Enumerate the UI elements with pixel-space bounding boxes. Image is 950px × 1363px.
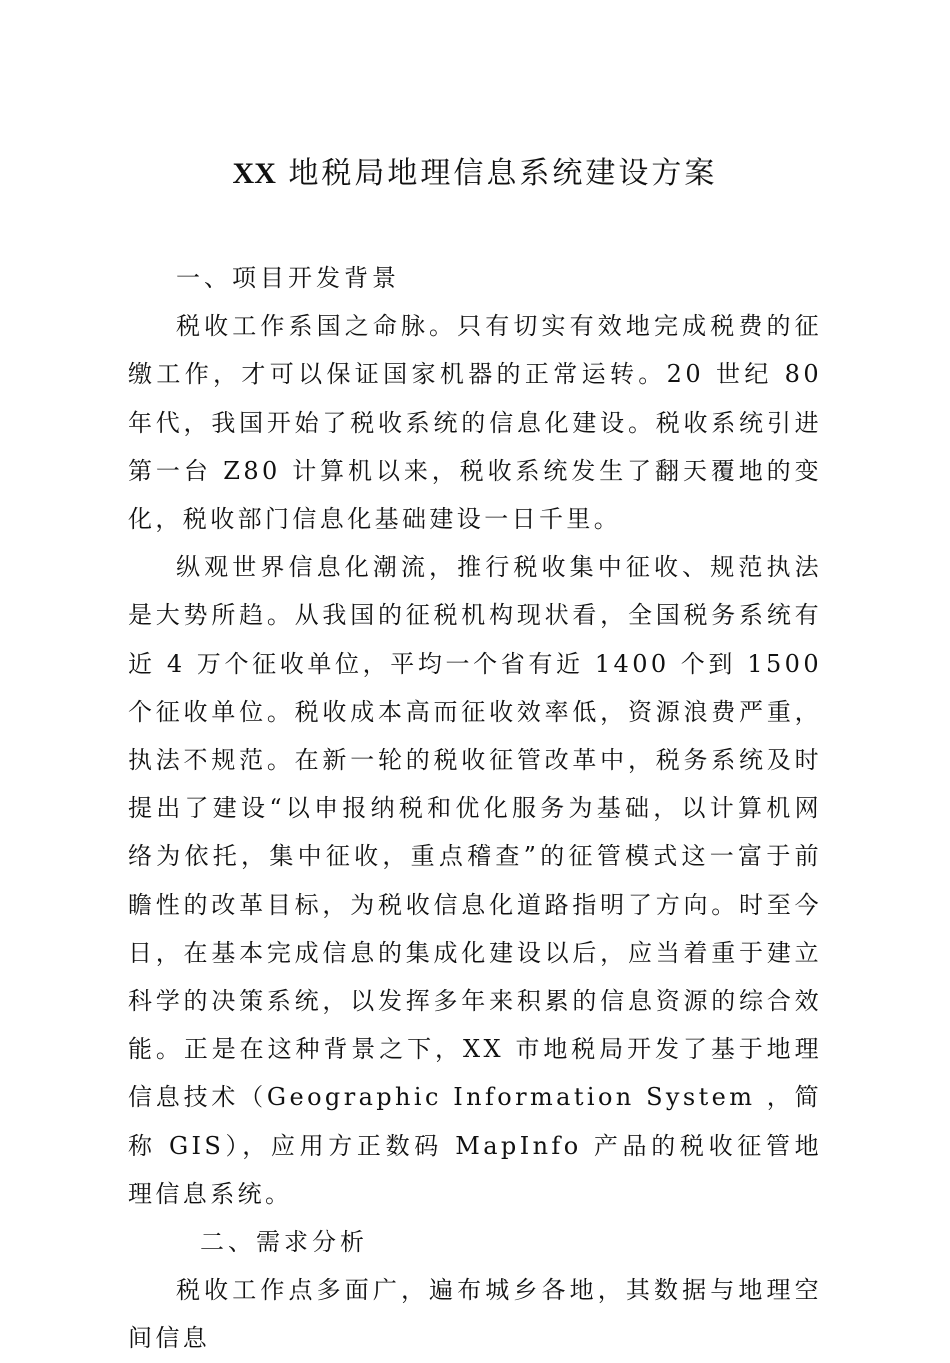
title-prefix: XX [232, 157, 276, 190]
title-text: 地税局地理信息系统建设方案 [288, 156, 718, 191]
section-heading-requirements: 二、需求分析 [200, 1228, 368, 1257]
paragraph-tax-importance: 税收工作系国之命脉。只有切实有效地完成税费的征缴工作，才可以保证国家机器的正常运转。20 世纪 80 年代，我国开始了税收系统的信息化建设。税收系统引进第一台 Z80 计算机以来，税收系统发生了翻天覆地的变化，税收部门信息化基础建设一日千里。 [128, 312, 822, 534]
document-body [128, 254, 822, 1363]
paragraph-requirements-intro: 税收工作点多面广，遍布城乡各地，其数据与地理空间信息 [128, 1276, 822, 1353]
paragraph-informatization-trend: 纵观世界信息化潮流，推行税收集中征收、规范执法是大势所趋。从我国的征税机构现状看，全国税务系统有近 4 万个征收单位，平均一个省有近 1400 个到 1500 个征收单位。税收成本高而征收效率低，资源浪费严重，执法不规范。在新一轮的税收征管改革中，税务系统及时提出了建设“以申报纳税和优化服务为基础，以计算机网络为依托，集中征收，重点稽查”的征管模式这一富于前瞻性的改革目标，为税收信息化道路指明了方向。时至今日，在基本完成信息的集成化建设以后，应当着重于建立科学的决策系统，以发挥多年来积累的信息资源的综合效能。正是在这种背景之下，XX 市地税局开发了基于地理信息技术（Geographic Information System ，简称 GIS），应用方正数码 MapInfo 产品的税收征管地理信息系统。 [128, 553, 822, 1208]
document-title [0, 152, 950, 196]
section-heading-background: 一、项目开发背景 [176, 264, 400, 292]
